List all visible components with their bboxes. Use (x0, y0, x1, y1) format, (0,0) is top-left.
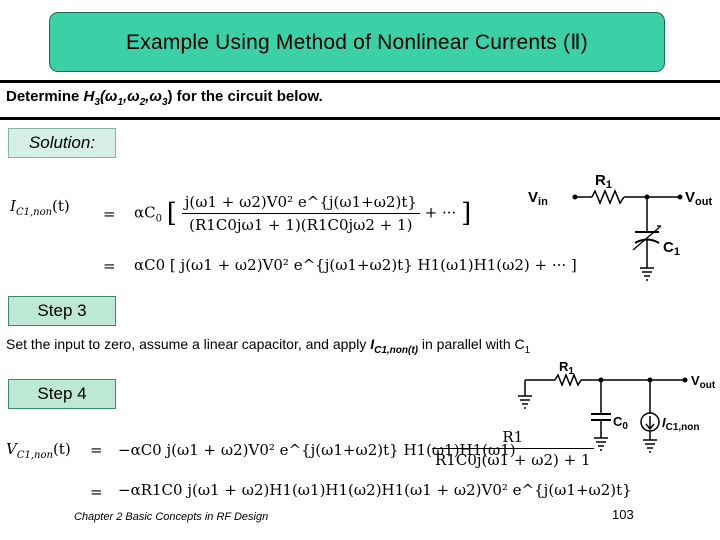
equation-1-eq-sign-2: = (103, 257, 116, 275)
footer-chapter: Chapter 2 Basic Concepts in RF Design (74, 511, 269, 523)
step-3-label: Step 3 (8, 296, 116, 326)
equation-1-line-1: $\alpha C_0$ [ $\frac{\text{j(ω1 + ω2)V0² e\textasciicircum{}\{j(ω1+ω2)t\}}}{(R1C0j\omega 1 + 1)(R1C0j\omega 2 + 1)}$ + ··· ] (134, 193, 472, 234)
equation-1-line-2: αC0 [ j(ω1 + ω2)V0² e^{j(ω1+ω2)t} H1(ω1)H1(ω2) + ··· ] (134, 256, 577, 274)
equation-2-line-1: −αC0 j(ω1 + ω2)V0² e^{j(ω1+ω2)t} H1(ω1)H1(ω1) (118, 441, 516, 459)
circuit-1-r1-label: $R_1$ (595, 172, 612, 191)
circuit-2-c0-label: $C_0$ (613, 414, 628, 432)
equation-1-lhs: $I_{C1,non}(t)$ (10, 197, 70, 218)
second-rule (0, 117, 720, 120)
circuit-2-output-node (683, 378, 688, 383)
circuit-2-vout-label: $V_{out}$ (691, 373, 716, 391)
slide-title-box (49, 12, 665, 72)
top-rule (0, 80, 720, 83)
equation-2-line-2: −αR1C0 j(ω1 + ω2)H1(ω1)H1(ω2)H1(ω1 + ω2)V0² e^{j(ω1+ω2)t} (118, 481, 632, 499)
step-4-label: Step 4 (8, 379, 116, 409)
equation-2-eq-sign-2: = (90, 483, 103, 501)
equation-2-lhs: $V_{C1,non}(t)$ (6, 440, 71, 461)
page-number: 103 (612, 507, 634, 522)
equation-1-eq-sign-1: = (103, 205, 116, 223)
circuit-1-vin-label: $V_{in}$ (528, 189, 548, 208)
step-3-description: Set the input to zero, assume a linear capacitor, and apply $I_{C1,non(t)}$ in parallel with $C_1$ (6, 336, 531, 356)
problem-statement: Determine $H_3(\omega_1,\omega_2,\omega_3)$ for the circuit below. (6, 88, 323, 108)
circuit-2-current-label: $I_{C1,non}$ (662, 415, 700, 433)
circuit-1-diagram (520, 168, 720, 286)
solution-label: Solution: (8, 128, 116, 158)
circuit-1-c1-label: $C_1$ (663, 239, 680, 258)
equation-2-eq-sign-1: = (90, 441, 103, 459)
circuit-1-vout-label: $V_{out}$ (685, 189, 713, 208)
circuit-2-r1-label: $R_1$ (559, 359, 574, 377)
circuit-1-output-node (678, 195, 683, 200)
slide-title: Example Using Method of Nonlinear Currents (Ⅱ) (126, 30, 588, 54)
equation-2-fraction: $\frac{R1}{R1C0j(\omega 1 + \omega 2) + 1}$ (432, 428, 594, 469)
circuit-1-resistor (592, 191, 624, 203)
